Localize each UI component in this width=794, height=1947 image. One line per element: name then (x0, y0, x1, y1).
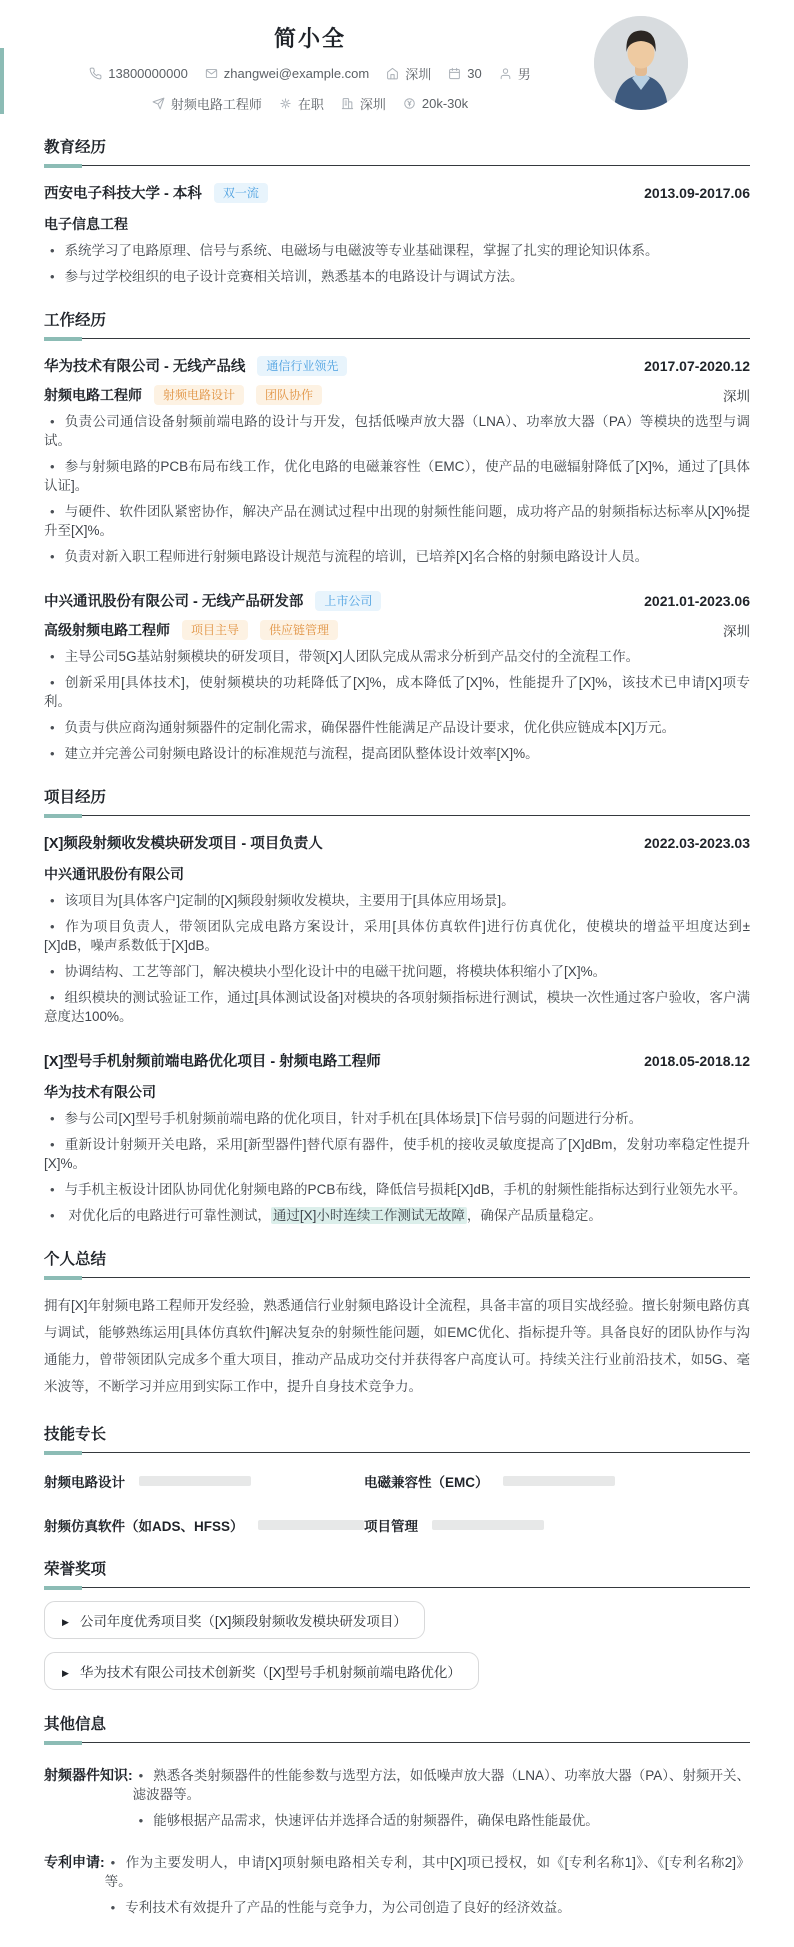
awards-list (44, 1601, 750, 1690)
contact-status (279, 94, 324, 113)
age-value: 30 (467, 66, 482, 81)
entry-header (44, 1050, 750, 1071)
summary-text: 拥有[X]年射频电路工程师开发经验，熟悉通信行业射频电路设计全流程，具备丰富的项目实战经验。擅长射频电路仿真与调试，能够熟练运用[具体仿真软件]解决复杂的射频性能问题，如EMC优化、指标提升等。具备良好的团队协作与沟通能力，曾带领团队完成多个重大项目，推动产品成功交付并获得客户高度认可。持续关注行业前沿技术，如5G、毫米波等，不断学习并应用到实际工作中，提升自身技术竞争力。 (44, 1298, 750, 1394)
contact-email (205, 66, 369, 81)
company-name: 华为技术有限公司 - 无线产品线 (44, 359, 246, 375)
skill-label: 射频电路设计 (44, 1475, 125, 1490)
section-header (44, 1247, 750, 1278)
profile-photo (594, 16, 688, 110)
bullet-item: • 该项目为[具体客户]定制的[X]频段射频收发模块，主要用于[具体应用场景]。 (44, 891, 750, 910)
company-tag: 上市公司 (315, 591, 381, 611)
section-work (44, 308, 750, 763)
section-header (44, 308, 750, 339)
section-title: 教育经历 (44, 139, 107, 156)
award-text: 公司年度优秀项目奖（[X]频段射频收发模块研发项目） (79, 1614, 407, 1629)
school-name: 西安电子科技大学 - 本科 (44, 186, 202, 202)
contact-gender (499, 64, 531, 83)
bullet-item: • 建立并完善公司射频电路设计的标准规范与流程，提高团队整体设计效率[X]%。 (44, 744, 750, 763)
role-tag: 射频电路设计 (154, 385, 244, 405)
section-title: 项目经历 (44, 789, 107, 806)
project-name: [X]型号手机射频前端电路优化项目 - 射频电路工程师 (44, 1054, 381, 1070)
location-value: 深圳 (405, 67, 432, 82)
award-pill[interactable] (44, 1652, 479, 1690)
gear-icon (279, 97, 292, 110)
bullet-item: • 能够根据产品需求，快速评估并选择合适的射频器件，确保电路性能最优。 (133, 1811, 750, 1830)
job-location: 深圳 (723, 624, 750, 639)
bullet-item: • 重新设计射频开关电路，采用[新型器件]替代原有器件，使手机的接收灵敏度提高了[X]dBm，发射功率稳定性提升[X]%。 (44, 1135, 750, 1173)
phone-icon (89, 67, 102, 80)
phone-value: 13800000000 (108, 66, 188, 81)
contact-phone (89, 66, 188, 81)
company-name: 中兴通讯股份有限公司 - 无线产品研发部 (44, 594, 304, 610)
calendar-icon (448, 67, 461, 80)
gender-value: 男 (517, 67, 531, 82)
other-group (44, 1759, 750, 1830)
award-pill[interactable] (44, 1601, 425, 1639)
building-icon (341, 97, 354, 110)
role-tag: 项目主导 (182, 620, 248, 640)
job-date: 2021.01-2023.06 (644, 592, 750, 609)
play-icon (62, 1664, 69, 1679)
bullet-text-pre: 对优化后的电路进行可靠性测试， (68, 1208, 271, 1223)
section-accent (44, 337, 82, 341)
skill-label: 电磁兼容性（EMC） (364, 1475, 489, 1490)
bullet-item: • 与手机主板设计团队协同优化射频电路的PCB布线，降低信号损耗[X]dB，手机的射频性能指标达到行业领先水平。 (44, 1180, 750, 1199)
bullet-item: • 协调结构、工艺等部门，解决模块小型化设计中的电磁干扰问题，将模块体积缩小了[X]%。 (44, 962, 750, 981)
section-title: 荣誉奖项 (44, 1561, 107, 1578)
skill-item (364, 1515, 750, 1535)
other-group-label: 射频器件知识: (44, 1767, 133, 1783)
role-row (44, 385, 750, 405)
skills-grid (44, 1471, 750, 1535)
section-title: 工作经历 (44, 312, 107, 329)
section-header (44, 135, 750, 166)
position-value: 射频电路工程师 (170, 97, 262, 112)
bullet-item: • 主导公司5G基站射频模块的研发项目，带领[X]人团队完成从需求分析到产品交付的全流程工作。 (44, 647, 750, 666)
section-accent (44, 1741, 82, 1745)
skill-progress-track (139, 1476, 251, 1486)
skill-item (44, 1471, 364, 1491)
contact-row-1 (44, 64, 576, 83)
section-title: 技能专长 (44, 1426, 107, 1443)
role-tag: 供应链管理 (260, 620, 338, 640)
other-group-label: 专利申请: (44, 1854, 105, 1870)
education-date: 2013.09-2017.06 (644, 184, 750, 201)
user-icon (499, 67, 512, 80)
job-location: 深圳 (723, 389, 750, 404)
section-awards (44, 1557, 750, 1690)
bullet-item: • 负责对新入职工程师进行射频电路设计规范与流程的培训，已培养[X]名合格的射频电路设计人员。 (44, 547, 750, 566)
email-value: zhangwei@example.com (223, 66, 370, 81)
bullet-text-post: ，确保产品质量稳定。 (466, 1208, 602, 1223)
section-header (44, 1422, 750, 1453)
section-accent (44, 1451, 82, 1455)
role-left (44, 620, 338, 640)
bullet-item: • 组织模块的测试验证工作，通过[具体测试设备]对模块的各项射频指标进行测试，模块一次性通过客户验收，客户满意度达100%。 (44, 988, 750, 1026)
bullet-item: • 作为项目负责人，带领团队完成电路方案设计，采用[具体仿真软件]进行仿真优化，使模块的增益平坦度达到±[X]dB，噪声系数低于[X]dB。 (44, 917, 750, 955)
project-date: 2018.05-2018.12 (644, 1052, 750, 1069)
bullet-item: • 参与过学校组织的电子设计竞赛相关培训，熟悉基本的电路设计与调试方法。 (44, 267, 750, 286)
section-summary (44, 1247, 750, 1400)
job-date: 2017.07-2020.12 (644, 357, 750, 374)
status-value: 在职 (297, 97, 324, 112)
section-accent (44, 1276, 82, 1280)
company-tag: 通信行业领先 (257, 356, 347, 376)
section-accent (44, 164, 82, 168)
entry-header (44, 182, 750, 203)
bullet-item: • 专利技术有效提升了产品的性能与竞争力，为公司创造了良好的经济效益。 (105, 1898, 750, 1917)
bullet-item: • 熟悉各类射频器件的性能参数与选型方法，如低噪声放大器（LNA）、功率放大器（PA）、射频开关、滤波器等。 (133, 1766, 750, 1804)
salary-value: 20k-30k (421, 96, 469, 111)
skill-item (44, 1515, 364, 1535)
other-group-bullets (105, 1846, 750, 1917)
section-header (44, 785, 750, 816)
section-header (44, 1557, 750, 1588)
project-company: 华为技术有限公司 (44, 1084, 156, 1100)
job-entry (44, 590, 750, 763)
left-accent-strip (0, 48, 4, 114)
bullet-item: • 系统学习了电路原理、信号与系统、电磁场与电磁波等专业基础课程，掌握了扎实的理论知识体系。 (44, 241, 750, 260)
project-name: [X]频段射频收发模块研发项目 - 项目负责人 (44, 836, 323, 852)
bullet-item: • 负责与供应商沟通射频器件的定制化需求，确保器件性能满足产品设计要求，优化供应链成本[X]万元。 (44, 718, 750, 737)
entry-header (44, 355, 750, 376)
section-accent (44, 1586, 82, 1590)
skill-label: 项目管理 (364, 1519, 418, 1534)
skill-item (364, 1471, 750, 1491)
resume-header (44, 0, 750, 113)
other-group-bullets (133, 1759, 750, 1830)
contact-row-2 (44, 94, 576, 113)
paper-plane-icon (152, 97, 165, 110)
skill-progress-track (258, 1520, 364, 1530)
section-skills (44, 1422, 750, 1535)
school-tag: 双一流 (214, 183, 268, 203)
other-group (44, 1846, 750, 1917)
contact-age (448, 66, 481, 81)
section-title: 个人总结 (44, 1251, 107, 1268)
contact-location (386, 64, 431, 83)
section-education (44, 135, 750, 286)
bullet-item-highlighted (44, 1206, 750, 1225)
entry-header (44, 590, 750, 611)
project-company: 中兴通讯股份有限公司 (44, 866, 184, 882)
bullet-item: • 与硬件、软件团队紧密协作，解决产品在测试过程中出现的射频性能问题，成功将产品的射频指标达标率从[X]%提升至[X]%。 (44, 502, 750, 540)
home-icon (386, 67, 399, 80)
project-date: 2022.03-2023.03 (644, 834, 750, 851)
bullet-item: • 创新采用[具体技术]，使射频模块的功耗降低了[X]%，成本降低了[X]%，性能提升了[X]%，该技术已申请[X]项专利。 (44, 673, 750, 711)
section-accent (44, 814, 82, 818)
city-value: 深圳 (359, 97, 386, 112)
bullet-item: • 参与射频电路的PCB布局布线工作，优化电路的电磁兼容性（EMC），使产品的电磁辐射降低了[X]%，通过了[具体认证]。 (44, 457, 750, 495)
skill-label: 射频仿真软件（如ADS、HFSS） (44, 1519, 244, 1534)
project-entry (44, 1050, 750, 1225)
header-center (44, 22, 576, 113)
section-other (44, 1712, 750, 1917)
yen-circle-icon (403, 97, 416, 110)
section-header (44, 1712, 750, 1743)
job-title: 射频电路工程师 (44, 387, 142, 403)
bullet-item: • 参与公司[X]型号手机射频前端电路的优化项目，针对手机在[具体场景]下信号弱的问题进行分析。 (44, 1109, 750, 1128)
skill-progress-track (432, 1520, 544, 1530)
project-entry (44, 832, 750, 1026)
education-entry (44, 182, 750, 286)
award-text: 华为技术有限公司技术创新奖（[X]型号手机射频前端电路优化） (79, 1665, 461, 1680)
major-name: 电子信息工程 (44, 216, 128, 232)
contact-city (341, 94, 386, 113)
bullet-item: • 作为主要发明人，申请[X]项射频电路相关专利，其中[X]项已授权，如《[专利名称1]》、《[专利名称2]》等。 (105, 1853, 750, 1891)
entry-left (44, 355, 347, 376)
skill-progress-track (503, 1476, 615, 1486)
job-title: 高级射频电路工程师 (44, 622, 170, 638)
contact-position (152, 94, 262, 113)
job-entry (44, 355, 750, 566)
role-tag: 团队协作 (256, 385, 322, 405)
bullet-item: • 负责公司通信设备射频前端电路的设计与开发，包括低噪声放大器（LNA）、功率放大器（PA）等模块的选型与调试。 (44, 412, 750, 450)
email-icon (205, 67, 218, 80)
entry-left (44, 590, 381, 611)
avatar-illustration (594, 16, 688, 110)
highlighted-text: 通过[X]小时连续工作测试无故障 (272, 1208, 465, 1223)
section-title: 其他信息 (44, 1716, 107, 1733)
play-icon (62, 1613, 69, 1628)
contact-salary (403, 96, 468, 111)
role-left (44, 385, 322, 405)
entry-left (44, 182, 268, 203)
section-projects (44, 785, 750, 1225)
entry-header (44, 832, 750, 853)
role-row (44, 620, 750, 640)
candidate-name: 简小全 (273, 26, 346, 51)
